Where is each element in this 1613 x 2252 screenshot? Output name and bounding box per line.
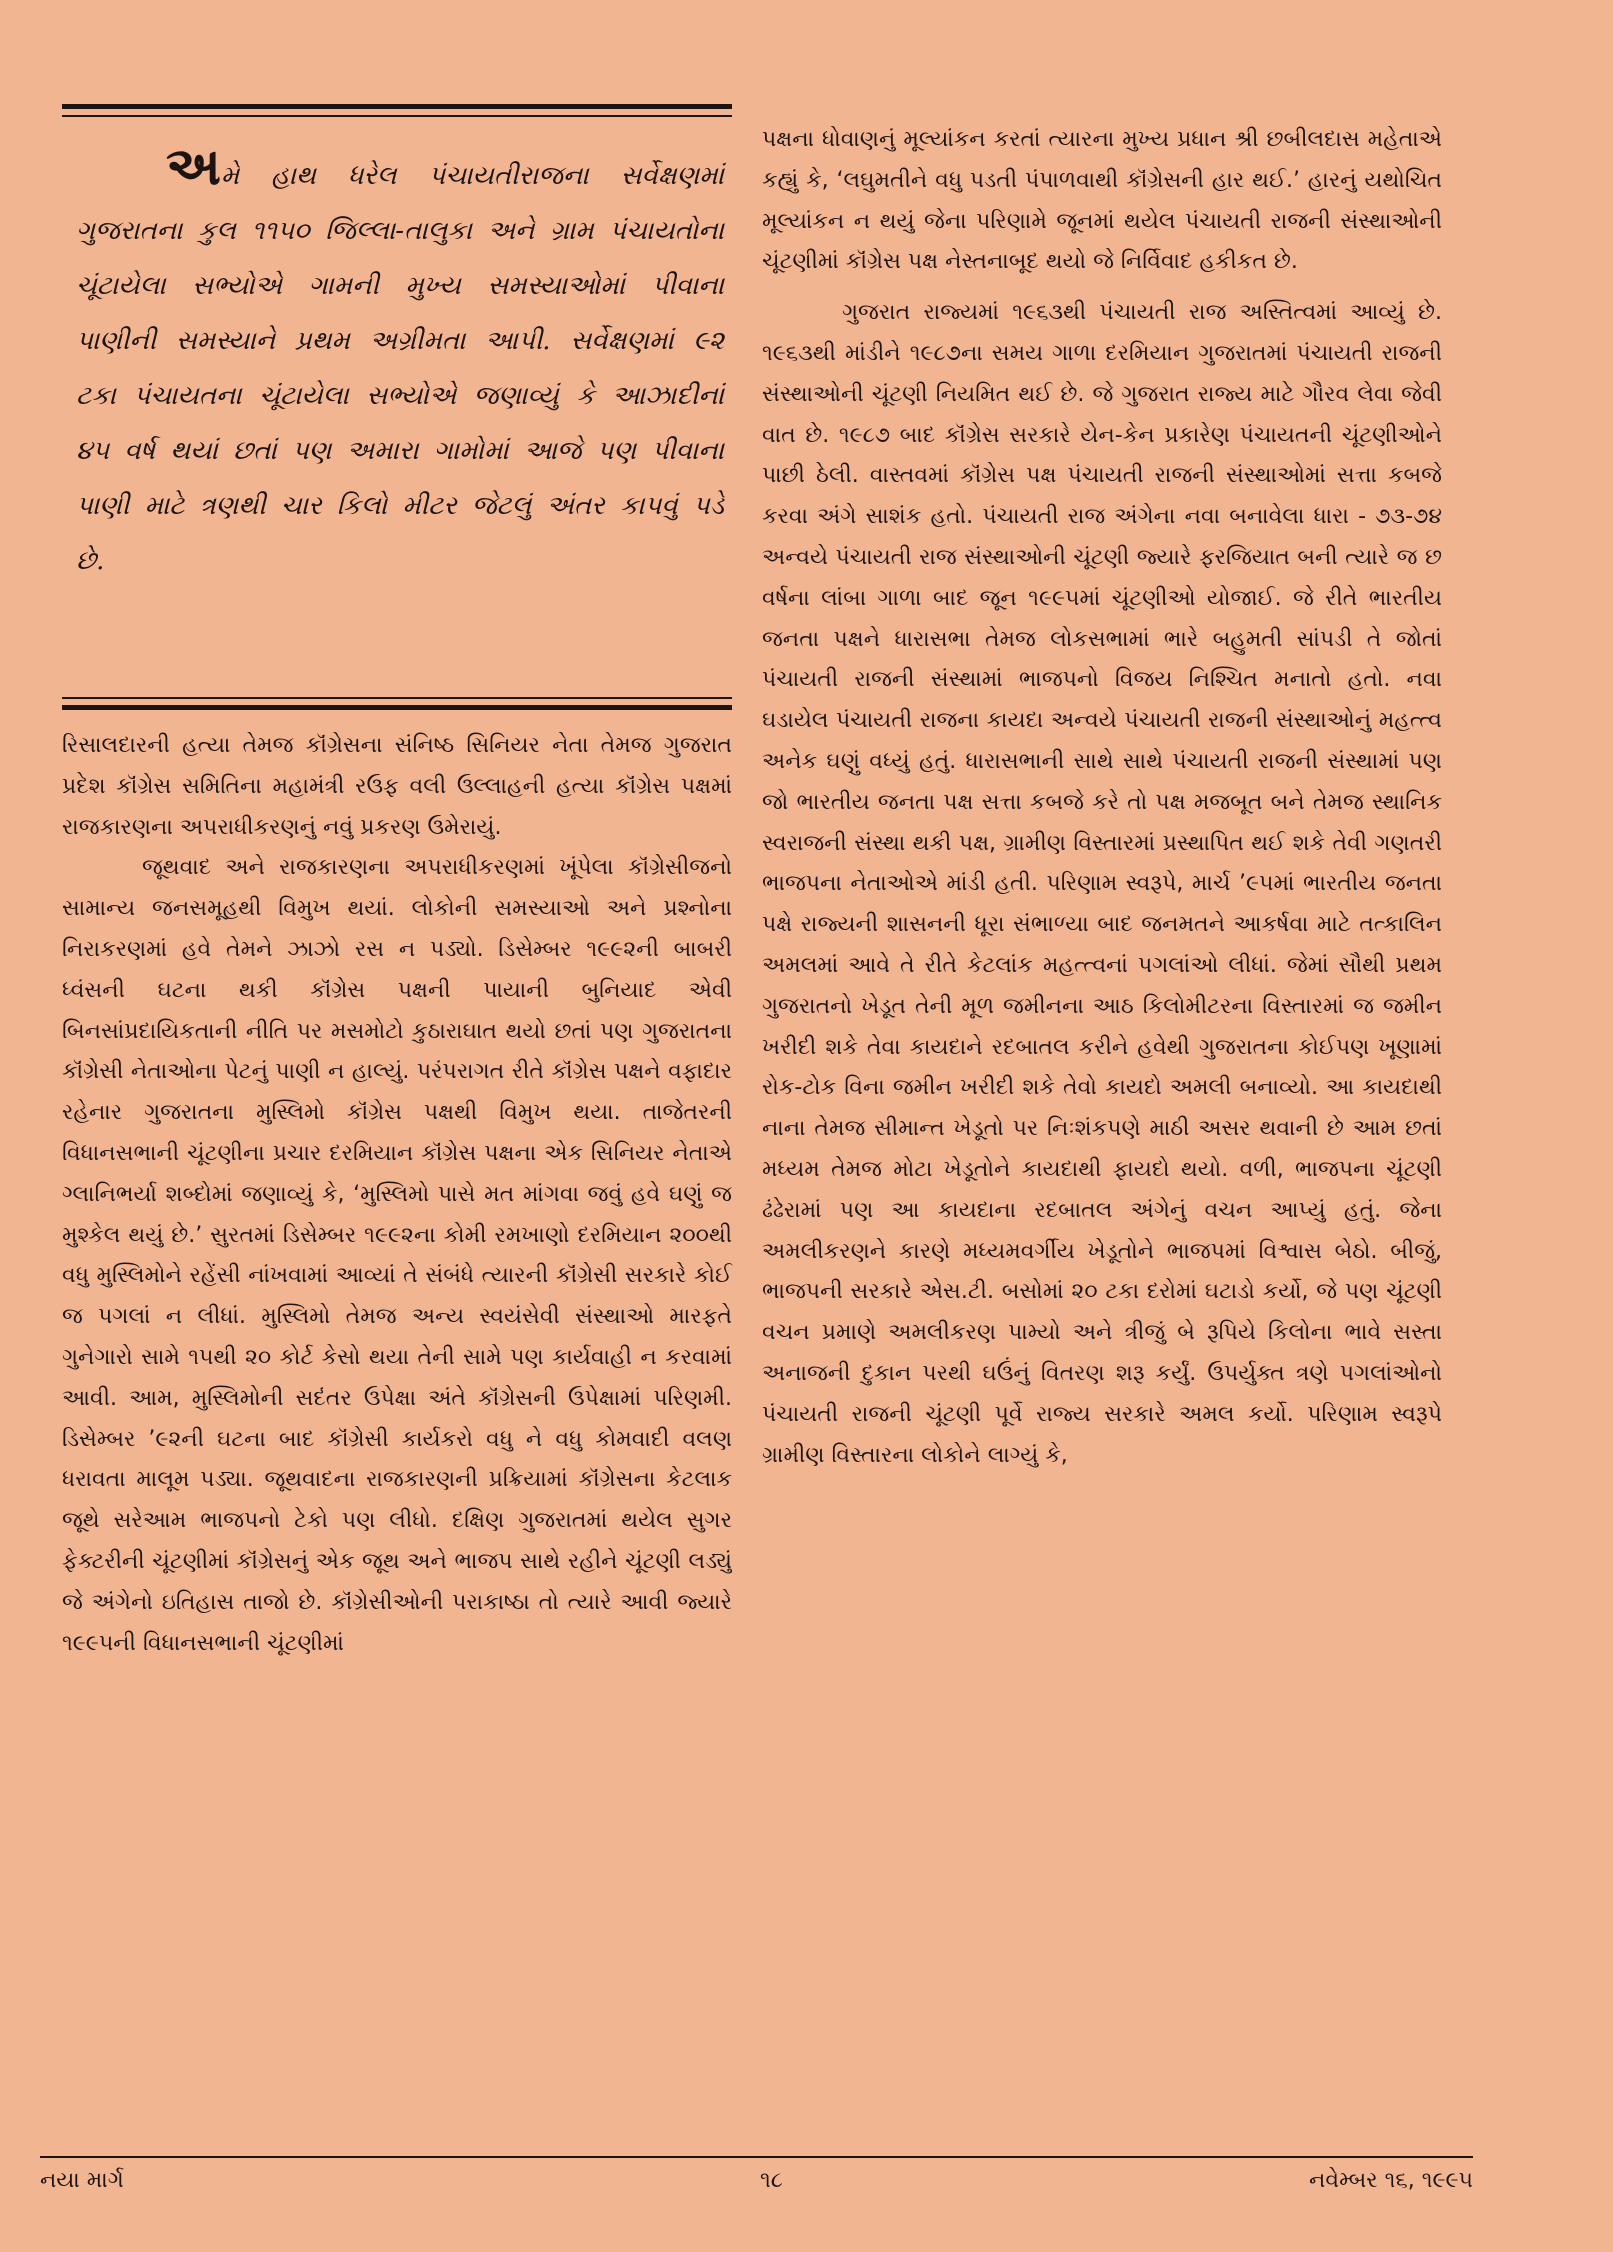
bottom-rule-thin bbox=[62, 697, 732, 699]
top-double-rule bbox=[62, 104, 732, 109]
issue-date: નવેમ્બર ૧૬, ૧૯૯૫ bbox=[1309, 2168, 1473, 2193]
left-article-body bbox=[62, 726, 732, 1664]
left-paragraph: જૂથવાદ અને રાજકારણના અપરાધીકરણમાં ખૂંપેલા કૉંગ્રેસીજનો સામાન્ય જનસમૂહથી વિમુખ થયાં. લોકોની સમસ્યાઓ અને પ્રશ્નોના નિરાકરણમાં હવે તેમને ઝાઝો રસ ન પડ્યો. ડિસેમ્બર ૧૯૯૨ની બાબરી ધ્વંસની ઘટના થકી કૉંગ્રેસ પક્ષની પાયાની બુનિયાદ એવી બિનસાંપ્રદાયિકતાની નીતિ પર મસમોટો કુઠારાઘાત થયો છતાં પણ ગુજરાતના કૉંગ્રેસી નેતાઓના પેટનું પાણી ન હાલ્યું. પરંપરાગત રીતે કૉંગ્રેસ પક્ષને વફાદાર રહેનાર ગુજરાતના મુસ્લિમો કૉંગ્રેસ પક્ષથી વિમુખ થયા. તાજેતરની વિધાનસભાની ચૂંટણીના પ્રચાર દરમિયાન કૉંગ્રેસ પક્ષના એક સિનિયર નેતાએ ગ્લાનિભર્યા શબ્દોમાં જણાવ્યું કે, ‘મુસ્લિમો પાસે મત માંગવા જવું હવે ઘણું જ મુશ્કેલ થયું છે.’ સુરતમાં ડિસેમ્બર ૧૯૯૨ના કોમી રમખાણો દરમિયાન ૨૦૦થી વધુ મુસ્લિમોને રહેંસી નાંખવામાં આવ્યાં તે સંબંધે ત્યારની કૉંગ્રેસી સરકારે કોઈ જ પગલાં ન લીધાં. મુસ્લિમો તેમજ અન્ય સ્વયંસેવી સંસ્થાઓ મારફતે ગુનેગારો સામે ૧૫થી ૨૦ કોર્ટ કેસો થયા તેની સામે પણ કાર્યવાહી ન કરવામાં આવી. આમ, મુસ્લિમોની સદંતર ઉપેક્ષા અંતે કૉંગ્રેસની ઉપેક્ષામાં પરિણમી. ડિસેમ્બર ’૯૨ની ઘટના બાદ કૉંગ્રેસી કાર્યકરો વધુ ને વધુ કોમવાદી વલણ ધરાવતા માલૂમ પડ્યા. જૂથવાદના રાજકારણની પ્રક્રિયામાં કૉંગ્રેસના કેટલાક જૂથે સરેઆમ ભાજપનો ટેકો પણ લીધો. દક્ષિણ ગુજરાતમાં થયેલ સુગર ફેક્ટરીની ચૂંટણીમાં કૉંગ્રેસનું એક જૂથ અને ભાજપ સાથે રહીને ચૂંટણી લડ્યું જે અંગેનો ઇતિહાસ તાજો છે. કૉંગ્રેસીઓની પરાકાષ્ઠા તો ત્યારે આવી જ્યારે ૧૯૯૫ની વિધાનસભાની ચૂંટણીમાં bbox=[62, 855, 732, 1656]
left-column bbox=[62, 104, 732, 1664]
page-footer bbox=[40, 2156, 1473, 2198]
page-number: ૧૮ bbox=[760, 2168, 783, 2193]
bottom-double-rule bbox=[62, 705, 732, 710]
left-paragraph: રિસાલદારની હત્યા તેમજ કૉંગ્રેસના સંનિષ્ઠ સિનિયર નેતા તેમજ ગુજરાત પ્રદેશ કૉંગ્રેસ સમિતિના મહામંત્રી રઉફ વલી ઉલ્લાહની હત્યા કૉંગ્રેસ પક્ષમાં રાજકારણના અપરાધીકરણનું નવું પ્રકરણ ઉમેરાયું. bbox=[62, 733, 732, 840]
right-paragraph: ગુજરાત રાજ્યમાં ૧૯૬૩થી પંચાયતી રાજ અસ્તિત્વમાં આવ્યું છે. ૧૯૬૩થી માંડીને ૧૯૮૭ના સમય ગાળા દરમિયાન ગુજરાતમાં પંચાયતી રાજની સંસ્થાઓની ચૂંટણી નિયમિત થઈ છે. જે ગુજરાત રાજ્ય માટે ગૌરવ લેવા જેવી વાત છે. ૧૯૮૭ બાદ કૉંગ્રેસ સરકારે યેન-કેન પ્રકારેણ પંચાયતની ચૂંટણીઓને પાછી ઠેલી. વાસ્તવમાં કૉંગ્રેસ પક્ષ પંચાયતી રાજની સંસ્થાઓમાં સત્તા કબજે કરવા અંગે સાશંક હતો. પંચાયતી રાજ અંગેના નવા બનાવેલા ધારા - ૭૩-૭૪ અન્વયે પંચાયતી રાજ સંસ્થાઓની ચૂંટણી જ્યારે ફરજિયાત બની ત્યારે જ છ વર્ષના લાંબા ગાળા બાદ જૂન ૧૯૯૫માં ચૂંટણીઓ યોજાઈ. જે રીતે ભારતીય જનતા પક્ષને ધારાસભા તેમજ લોકસભામાં ભારે બહુમતી સાંપડી તે જોતાં પંચાયતી રાજની સંસ્થામાં ભાજપનો વિજય નિશ્ચિત મનાતો હતો. નવા ઘડાયેલ પંચાયતી રાજના કાયદા અન્વયે પંચાયતી રાજની સંસ્થાઓનું મહત્ત્વ અનેક ઘણું વધ્યું હતું. ધારાસભાની સાથે સાથે પંચાયતી રાજની સંસ્થામાં પણ જો ભારતીય જનતા પક્ષ સત્તા કબજે કરે તો પક્ષ મજબૂત બને તેમજ સ્થાનિક સ્વરાજની સંસ્થા થકી પક્ષ, ગ્રામીણ વિસ્તારમાં પ્રસ્થાપિત થઈ શકે તેવી ગણતરી ભાજપના નેતાઓએ માંડી હતી. પરિણામ સ્વરૂપે, માર્ચ ’૯૫માં ભારતીય જનતા પક્ષે રાજ્યની શાસનની ધૂરા સંભાળ્યા બાદ જનમતને આકર્ષવા માટે તત્કાલિન અમલમાં આવે તે રીતે કેટલાંક મહત્ત્વનાં પગલાંઓ લીધાં. જેમાં સૌથી પ્રથમ ગુજરાતનો ખેડૂત તેની મૂળ જમીનના આઠ કિલોમીટરના વિસ્તારમાં જ જમીન ખરીદી શકે તેવા કાયદાને રદબાતલ કરીને હવેથી ગુજરાતના કોઈપણ ખૂણામાં રોક-ટોક વિના જમીન ખરીદી શકે તેવો કાયદો અમલી બનાવ્યો. આ કાયદાથી નાના તેમજ સીમાન્ત ખેડૂતો પર નિઃશંકપણે માઠી અસર થવાની છે આમ છતાં મધ્યમ તેમજ મોટા ખેડૂતોને કાયદાથી ફાયદો થયો. વળી, ભાજપના ચૂંટણી ઢંઢેરામાં પણ આ કાયદાના રદબાતલ અંગેનું વચન આપ્યું હતું. જેના અમલીકરણને કારણે મધ્યમવર્ગીય ખેડૂતોને ભાજપમાં વિશ્વાસ બેઠો. બીજું, ભાજપની સરકારે એસ.ટી. બસોમાં ૨૦ ટકા દરોમાં ઘટાડો કર્યો, જે પણ ચૂંટણી વચન પ્રમાણે અમલીકરણ પામ્યો અને ત્રીજું બે રૂપિયે કિલોના ભાવે સસ્તા અનાજની દુકાન પરથી ઘઉંનું વિતરણ શરૂ કર્યું. ઉપર્યુક્ત ત્રણે પગલાંઓનો પંચાયતી રાજની ચૂંટણી પૂર્વે રાજ્ય સરકારે અમલ કર્યો. પરિણામ સ્વરૂપે ગ્રામીણ વિસ્તારના લોકોને લાગ્યું કે, bbox=[762, 300, 1442, 1468]
right-article-body bbox=[762, 120, 1442, 1476]
right-column bbox=[762, 120, 1442, 1476]
publication-name: નયા માર્ગ bbox=[40, 2168, 124, 2193]
footer-row bbox=[40, 2158, 1473, 2198]
drop-cap: અ bbox=[166, 136, 221, 197]
right-paragraph: પક્ષના ધોવાણનું મૂલ્યાંકન કરતાં ત્યારના મુખ્ય પ્રધાન શ્રી છબીલદાસ મહેતાએ કહ્યું કે, ‘લઘુમતીને વધુ પડતી પંપાળવાથી કૉંગ્રેસની હાર થઈ.’ હારનું યથોચિત મૂલ્યાંકન ન થયું જેના પરિણામે જૂનમાં થયેલ પંચાયતી રાજની સંસ્થાઓની ચૂંટણીમાં કૉંગ્રેસ પક્ષ નેસ્તનાબૂદ થયો જે નિર્વિવાદ હકીકત છે. bbox=[762, 127, 1442, 275]
pull-quote bbox=[62, 117, 732, 697]
pull-quote-body: મે હાથ ધરેલ પંચાયતીરાજના સર્વેક્ષણમાં ગુજરાતના કુલ ૧૧૫૦ જિલ્લા-તાલુકા અને ગ્રામ પંચાયતોના ચૂંટાયેલા સભ્યોએ ગામની મુખ્ય સમસ્યાઓમાં પીવાના પાણીની સમસ્યાને પ્રથમ અગ્રીમતા આપી. સર્વેક્ષણમાં ૯૨ ટકા પંચાયતના ચૂંટાયેલા સભ્યોએ જણાવ્યું કે આઝાદીનાં ૪૫ વર્ષ થયાં છતાં પણ અમારા ગામોમાં આજે પણ પીવાના પાણી માટે ત્રણથી ચાર કિલો મીટર જેટલું અંતર કાપવું પડે છે. bbox=[76, 161, 724, 576]
pull-quote-text bbox=[76, 136, 724, 589]
